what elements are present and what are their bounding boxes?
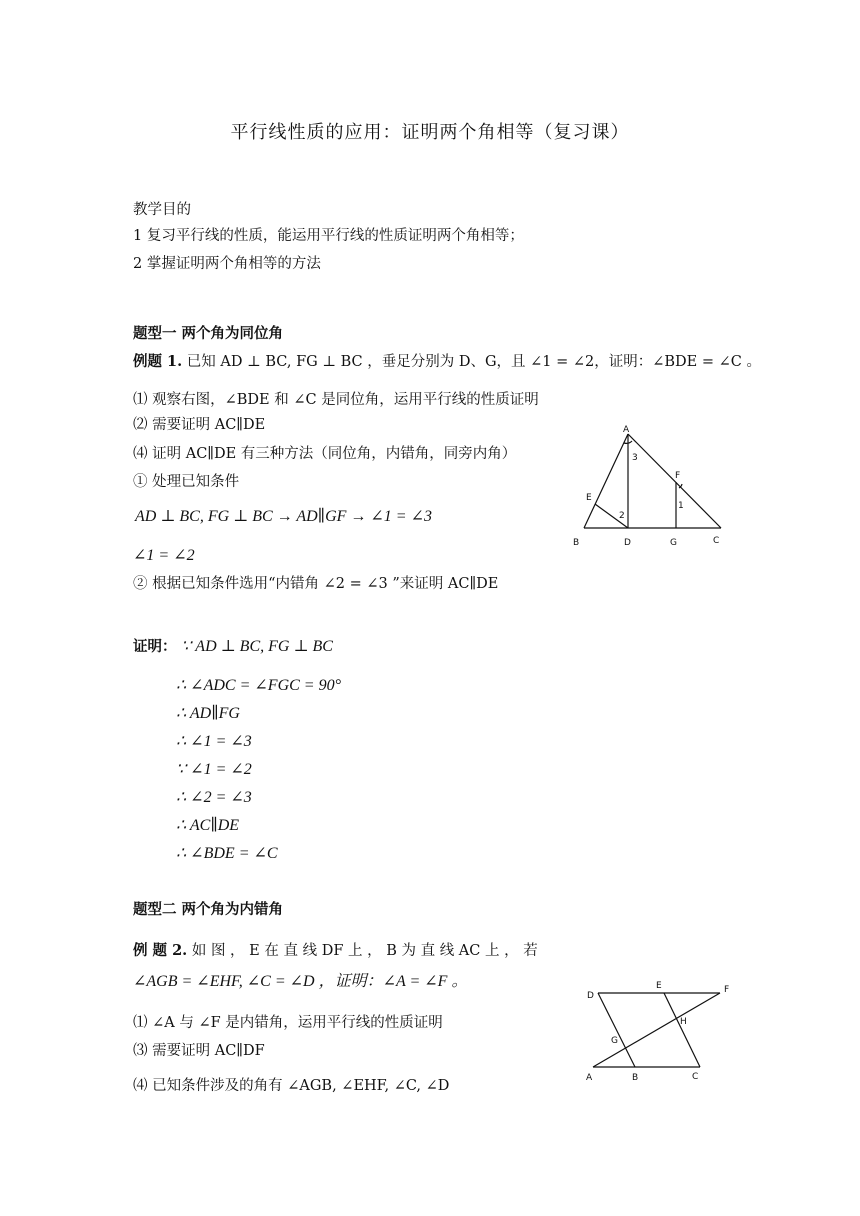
- fig1-label-B: B: [573, 538, 580, 548]
- fig2-label-E: E: [656, 981, 662, 991]
- example1: [133, 352, 761, 372]
- example2-label: 例 题 2.: [133, 942, 188, 959]
- fig2-label-B: B: [632, 1073, 639, 1082]
- fig1-label-G: G: [670, 538, 677, 548]
- proof-first-line: [133, 637, 333, 657]
- type1-step2: ⑵ 需要证明 AC∥DE: [133, 417, 266, 433]
- example1-label: 例题 1.: [133, 353, 183, 370]
- proof-step: ∴ AD∥FG: [176, 705, 240, 722]
- type1-case1: ① 处理已知条件: [133, 474, 240, 490]
- type1-given: ∠1 = ∠2: [133, 547, 195, 564]
- proof-step: ∵ ∠1 = ∠2: [176, 761, 252, 778]
- type2-heading: 题型二 两个角为内错角: [133, 901, 284, 918]
- fig1-label-C: C: [713, 536, 720, 546]
- proof-label: 证明：: [133, 638, 177, 655]
- example2-line1: [133, 941, 538, 961]
- fig1-label-F: F: [675, 471, 681, 481]
- objective-1: 1 复习平行线的性质，能运用平行线的性质证明两个角相等；: [133, 228, 524, 244]
- proof-step: ∴ ∠2 = ∠3: [176, 789, 252, 806]
- fig2-label-G: G: [611, 1036, 618, 1046]
- page-title: 平行线性质的应用：证明两个角相等（复习课）: [230, 122, 630, 143]
- type1-heading: 题型一 两个角为同位角: [133, 325, 284, 342]
- example1-text: 已知 AD ⊥ BC, FG ⊥ BC ，垂足分别为 D、G，且 ∠1 = ∠2，证明：∠BDE = ∠C 。: [186, 354, 761, 370]
- proof-step: ∴ ∠ADC = ∠FGC = 90°: [176, 677, 341, 694]
- fig2-label-H: H: [680, 1017, 687, 1027]
- fig1-angle-2: 2: [619, 511, 625, 521]
- type1-chain: AD ⊥ BC, FG ⊥ BC → AD∥GF → ∠1 = ∠3: [135, 508, 433, 525]
- objectives-heading: 教学目的: [133, 202, 191, 218]
- figure-1: [566, 418, 736, 554]
- type1-step1: ⑴ 观察右图，∠BDE 和 ∠C 是同位角，运用平行线的性质证明: [133, 392, 539, 408]
- type2-step4: ⑷ 已知条件涉及的角有 ∠AGB, ∠EHF, ∠C, ∠D: [133, 1078, 450, 1094]
- type1-case2: ② 根据已知条件选用“内错角 ∠2 = ∠3 ”来证明 AC∥DE: [133, 576, 499, 592]
- type2-step3: ⑶ 需要证明 AC∥DF: [133, 1043, 265, 1059]
- fig2-label-D: D: [587, 991, 594, 1001]
- fig2-label-A: A: [586, 1073, 593, 1082]
- fig1-label-E: E: [586, 493, 592, 503]
- fig1-label-A: A: [623, 425, 630, 435]
- fig2-label-C: C: [692, 1072, 699, 1082]
- type1-step4: ⑷ 证明 AC∥DE 有三种方法（同位角，内错角，同旁内角）: [133, 446, 517, 462]
- figure-2: [580, 976, 740, 1082]
- proof-step: ∴ AC∥DE: [176, 817, 240, 834]
- proof-given: ∵ AD ⊥ BC, FG ⊥ BC: [181, 638, 333, 655]
- proof-step: ∴ ∠1 = ∠3: [176, 733, 252, 750]
- proof-step: ∴ ∠BDE = ∠C: [176, 845, 278, 862]
- fig1-angle-1: 1: [678, 501, 684, 511]
- example2-text: 如 图 ， E 在 直 线 DF 上 ， B 为 直 线 AC 上 ， 若: [191, 943, 538, 959]
- objective-2: 2 掌握证明两个角相等的方法: [133, 256, 321, 272]
- fig1-angle-3: 3: [632, 453, 638, 463]
- example2-line2: ∠AGB = ∠EHF, ∠C = ∠D ，证明：∠A = ∠F 。: [133, 973, 468, 990]
- type2-step1: ⑴ ∠A 与 ∠F 是内错角，运用平行线的性质证明: [133, 1015, 443, 1031]
- fig2-label-F: F: [724, 985, 730, 995]
- fig1-label-D: D: [624, 538, 631, 548]
